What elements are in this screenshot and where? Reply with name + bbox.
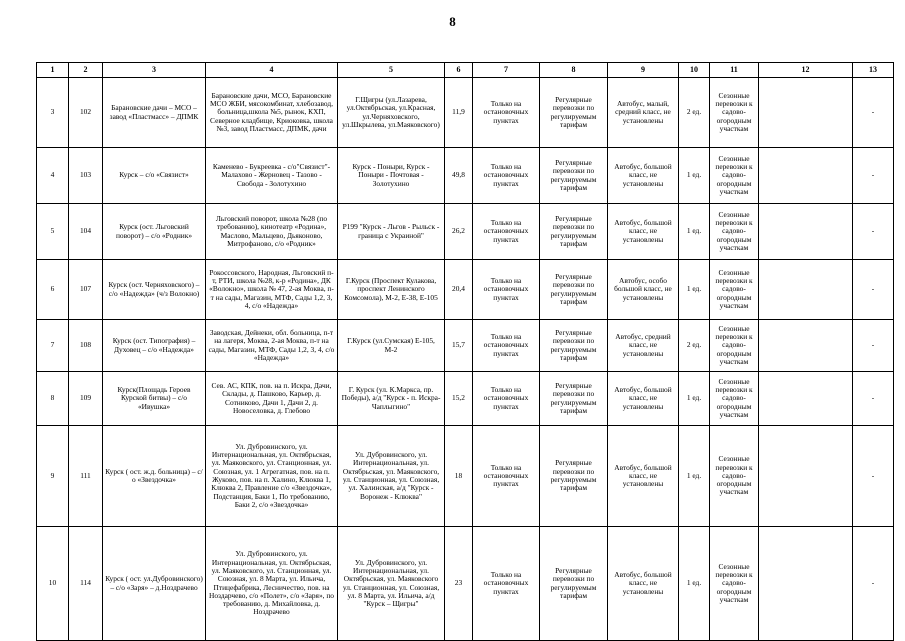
header-cell: 5 [338, 63, 445, 78]
header-cell: 9 [608, 63, 679, 78]
route-length-cell: 49,8 [445, 148, 473, 204]
route-name-cell: Курск – с/о «Связист» [103, 148, 206, 204]
route-number-cell: 103 [69, 148, 103, 204]
table-row [37, 148, 894, 204]
route-length-cell: 26,2 [445, 204, 473, 260]
vehicle-class-cell: Автобус, большой класс, не установлены [608, 372, 679, 426]
streets-cell: Ул. Дубровинского, ул. Интернациональная, ул. Октябрьская, ул. Маяковского, ул. Станционная, ул. Союзная, ул. Халинская, а/д "Курск - Воронеж - Клюква" [338, 426, 445, 527]
vehicle-count-cell: 1 ед. [679, 148, 710, 204]
boarding-order-cell: Только на остановочных пунктах [473, 260, 540, 320]
vehicle-count-cell: 2 ед. [679, 78, 710, 148]
table-row [37, 527, 894, 641]
streets-cell: Г.Курск (ул.Сумская) Е-105, М-2 [338, 320, 445, 372]
column-13-cell: - [853, 372, 894, 426]
stops-cell: Рокоссовского, Народная, Льговский п-т, РТИ, школа №28, к-р «Родина», ДК «Волокно», школа № 47, 2-ая Моква, п-т на сады, Магазин, МТФ, Сады 1,2, 3, 4, с/о «Надежда» [206, 260, 338, 320]
header-row [37, 63, 894, 78]
streets-cell: Г. Курск (ул. К.Маркса, пр. Победы), а/д "Курск - п. Искра- Чаплыгино" [338, 372, 445, 426]
page-number: 8 [449, 14, 456, 29]
boarding-order-cell: Только на остановочных пунктах [473, 204, 540, 260]
vehicle-count-cell: 1 ед. [679, 204, 710, 260]
streets-cell: Г.Щигры (ул.Лазарева, ул.Октябрьская, ул.Красная, ул.Черняховского, ул.Шкрылева, ул.Маяковского) [338, 78, 445, 148]
row-number-cell: 7 [37, 320, 69, 372]
header-cell: 4 [206, 63, 338, 78]
boarding-order-cell: Только на остановочных пунктах [473, 527, 540, 641]
route-length-cell: 15,2 [445, 372, 473, 426]
column-13-cell: - [853, 78, 894, 148]
vehicle-class-cell: Автобус, малый, средний класс, не установлены [608, 78, 679, 148]
column-12-cell [759, 260, 853, 320]
route-name-cell: Курск ( ост. ж.д. больница) – с/о «Звездочка» [103, 426, 206, 527]
routes-table [36, 62, 894, 641]
stops-cell: Льговский поворот, школа №28 (по требованию), кинотеатр «Родина», Маслово, Мальцево, Дьяконово, Митрофаново, с/о «Родник» [206, 204, 338, 260]
vehicle-count-cell: 1 ед. [679, 260, 710, 320]
row-number-cell: 10 [37, 527, 69, 641]
column-13-cell: - [853, 426, 894, 527]
column-12-cell [759, 204, 853, 260]
vehicle-class-cell: Автобус, большой класс, не установлены [608, 204, 679, 260]
vehicle-count-cell: 2 ед. [679, 320, 710, 372]
boarding-order-cell: Только на остановочных пунктах [473, 426, 540, 527]
column-12-cell [759, 78, 853, 148]
stops-cell: Заводская, Дейнеки, обл. больница, п-т на лагеря, Моква, 2-ая Моква, п-т на сады, Магазин, МТФ, Сады 1,2, 3, 4, с/о «Надежда» [206, 320, 338, 372]
column-12-cell [759, 148, 853, 204]
route-length-cell: 20,4 [445, 260, 473, 320]
vehicle-class-cell: Автобус, большой класс, не установлены [608, 527, 679, 641]
route-length-cell: 15,7 [445, 320, 473, 372]
header-cell: 6 [445, 63, 473, 78]
header-cell: 7 [473, 63, 540, 78]
season-cell: Сезонные перевозки к садово-огородным участкам [710, 320, 759, 372]
season-cell: Сезонные перевозки к садово-огородным участкам [710, 148, 759, 204]
streets-cell: Курск - Поныри, Курск - Поныри - Почтовая - Золотухино [338, 148, 445, 204]
row-number-cell: 5 [37, 204, 69, 260]
row-number-cell: 8 [37, 372, 69, 426]
route-number-cell: 108 [69, 320, 103, 372]
row-number-cell: 6 [37, 260, 69, 320]
stops-cell: Барановские дачи, МСО, Барановские МСО ЖБИ, мясокомбинат, хлебозавод, больница,школа №5, рынок, КХП, Северное кладбище, Криоковка, школа №3, завод Пластмасс, ДПМК, дачи [206, 78, 338, 148]
column-13-cell: - [853, 260, 894, 320]
column-13-cell: - [853, 148, 894, 204]
header-cell: 11 [710, 63, 759, 78]
transport-type-cell: Регулярные перевозки по регулируемым тарифам [540, 372, 608, 426]
vehicle-class-cell: Автобус, особо большой класс, не установлены [608, 260, 679, 320]
streets-cell: Г.Курск (Проспект Кулакова, проспект Ленинского Комсомола), М-2, Е-38, Е-105 [338, 260, 445, 320]
vehicle-class-cell: Автобус, большой класс, не установлены [608, 148, 679, 204]
stops-cell: Ул. Дубровинского, ул. Интернациональная, ул. Октябрьская, ул. Маяковского, ул. Станционная, ул. Союзная, ул. 1 Агрегатная, пов. на п. Жуково, пов. на п. Халино, Клюква 1, Клюква 2, Правление с/о «Звездочка», Подстанция, Баки 1, По требованию, Баки 2, с/о «Звездочка» [206, 426, 338, 527]
boarding-order-cell: Только на остановочных пунктах [473, 78, 540, 148]
stops-cell: Ул. Дубровинского, ул. Интернациональная, ул. Октябрьская, ул. Маяковского, ул. Станционная, ул. Союзная, ул. 8 Марта, ул. Ильича, Птицефабрика, Лесничество, пов. на Ноздарчево, с/о «Полет», с/о «Заря», по требованию, д. Михайловка, д. Ноздрачево [206, 527, 338, 641]
table-row [37, 320, 894, 372]
vehicle-count-cell: 1 ед. [679, 372, 710, 426]
route-number-cell: 107 [69, 260, 103, 320]
route-length-cell: 18 [445, 426, 473, 527]
transport-type-cell: Регулярные перевозки по регулируемым тарифам [540, 527, 608, 641]
route-name-cell: Барановские дачи – МСО – завод «Пластмасс» – ДПМК [103, 78, 206, 148]
row-number-cell: 4 [37, 148, 69, 204]
column-12-cell [759, 527, 853, 641]
vehicle-class-cell: Автобус, большой класс, не установлены [608, 426, 679, 527]
column-12-cell [759, 320, 853, 372]
table-row [37, 78, 894, 148]
transport-type-cell: Регулярные перевозки по регулируемым тарифам [540, 148, 608, 204]
boarding-order-cell: Только на остановочных пунктах [473, 148, 540, 204]
transport-type-cell: Регулярные перевозки по регулируемым тарифам [540, 320, 608, 372]
header-cell: 8 [540, 63, 608, 78]
row-number-cell: 3 [37, 78, 69, 148]
season-cell: Сезонные перевозки к садово-огородным участкам [710, 78, 759, 148]
route-number-cell: 102 [69, 78, 103, 148]
table-row [37, 372, 894, 426]
table-row [37, 426, 894, 527]
boarding-order-cell: Только на остановочных пунктах [473, 372, 540, 426]
route-length-cell: 11,9 [445, 78, 473, 148]
season-cell: Сезонные перевозки к садово-огородным участкам [710, 260, 759, 320]
header-cell: 13 [853, 63, 894, 78]
route-number-cell: 114 [69, 527, 103, 641]
stops-cell: Каменево - Букреевка - с/о"Связист"-Малахово - Жерновец - Тазово - Свобода - Золотухино [206, 148, 338, 204]
season-cell: Сезонные перевозки к садово-огородным участкам [710, 426, 759, 527]
route-name-cell: Курск (ост. Льговский поворот) – с/о «Родник» [103, 204, 206, 260]
route-name-cell: Курск (ост. Типография) – Духовец – с/о «Надежда» [103, 320, 206, 372]
route-name-cell: Курск (ост. Черняховского) – с/о «Надежда» (ч/з Волокно) [103, 260, 206, 320]
route-number-cell: 109 [69, 372, 103, 426]
transport-type-cell: Регулярные перевозки по регулируемым тарифам [540, 78, 608, 148]
header-cell: 12 [759, 63, 853, 78]
transport-type-cell: Регулярные перевозки по регулируемым тарифам [540, 204, 608, 260]
stops-cell: Сев. АС, КПК, пов. на п. Искра, Дачи, Склады, д. Пашково, Карьер, д. Сотниково, Дачи 1, Дачи 2, д. Новоселовка, д. Глебово [206, 372, 338, 426]
transport-type-cell: Регулярные перевозки по регулируемым тарифам [540, 426, 608, 527]
header-cell: 10 [679, 63, 710, 78]
route-name-cell: Курск(Площадь Героев Курской битвы) – с/о «Ивушка» [103, 372, 206, 426]
vehicle-count-cell: 1 ед. [679, 527, 710, 641]
column-13-cell: - [853, 527, 894, 641]
header-cell: 2 [69, 63, 103, 78]
season-cell: Сезонные перевозки к садово-огородным участкам [710, 527, 759, 641]
column-13-cell: - [853, 320, 894, 372]
column-13-cell: - [853, 204, 894, 260]
streets-cell: Ул. Дубровинского, ул. Интернациональная, ул. Октябрьская, ул. Маяковского ул. Станционная, ул. Союзная, ул. 8 Марта, ул. Ильича, а/д "Курск – Щигры" [338, 527, 445, 641]
vehicle-class-cell: Автобус, средний класс, не установлены [608, 320, 679, 372]
header-cell: 1 [37, 63, 69, 78]
boarding-order-cell: Только на остановочных пунктах [473, 320, 540, 372]
column-12-cell [759, 426, 853, 527]
table-row [37, 204, 894, 260]
season-cell: Сезонные перевозки к садово-огородным участкам [710, 372, 759, 426]
season-cell: Сезонные перевозки к садово-огородным участкам [710, 204, 759, 260]
row-number-cell: 9 [37, 426, 69, 527]
table-row [37, 260, 894, 320]
transport-type-cell: Регулярные перевозки по регулируемым тарифам [540, 260, 608, 320]
column-12-cell [759, 372, 853, 426]
vehicle-count-cell: 1 ед. [679, 426, 710, 527]
route-name-cell: Курск ( ост. ул.Дубровинского) – с/о «Заря» – д.Ноздрачево [103, 527, 206, 641]
route-number-cell: 104 [69, 204, 103, 260]
header-cell: 3 [103, 63, 206, 78]
route-number-cell: 111 [69, 426, 103, 527]
streets-cell: Р199 "Курск - Льгов - Рыльск - граница с Украиной" [338, 204, 445, 260]
route-length-cell: 23 [445, 527, 473, 641]
